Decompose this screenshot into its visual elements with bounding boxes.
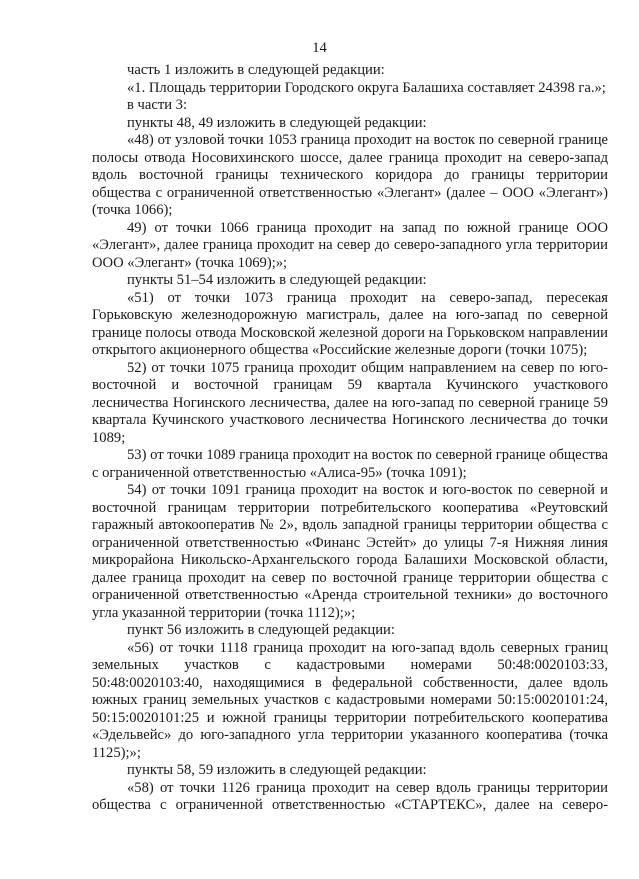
paragraph-item-53: 53) от точки 1089 граница проходит на восток по северной границе общества с ограниченной ответственностью «Алиса-95» (точка 1091); bbox=[92, 447, 608, 481]
paragraph-item-56-heading: пункт 56 изложить в следующей редакции: bbox=[127, 622, 395, 638]
paragraph-item-56: «56) от точки 1118 граница проходит на юго-запад вдоль северных границ земельных участков с кадастровыми номерами 50:48:0020103:33, 50:48:0020103:40, находящимися в федеральной собственности, далее вдоль южных границ земельных участков с кадастровыми номерами 50:15:0020101:24, 50:15:0020101:25 и южной границы территории потребительского кооператива «Эдельвейс» до юго-западного угла территории указанного кооператива (точка 1125);»; bbox=[92, 639, 608, 761]
paragraph-item-51: «51) от точки 1073 граница проходит на северо-запад, пересекая Горьковскую железнодорожную магистраль, далее на юго-запад по северной границе полосы отвода Московской железной дороги на Горьковском направлении открытого акционерного общества «Российские железные дороги (точки 1075); bbox=[92, 289, 608, 358]
paragraph-item-49: 49) от точки 1066 граница проходит на запад по южной границе ООО «Элегант», далее граница проходит на север до северо-западного угла территории ООО «Элегант» (точка 1069);»; bbox=[92, 219, 608, 271]
paragraph-item-48: «48) от узловой точки 1053 граница проходит на восток по северной границе полосы отвода Носовихинского шоссе, далее граница проходит на северо-запад вдоль восточной границы технического коридора до границы территории общества с ограниченной ответственностью «Элегант» (далее – ООО «Элегант») (точка 1066); bbox=[92, 132, 608, 218]
paragraph-item-52: 52) от точки 1075 граница проходит общим направлением на север по юго-восточной и восточной границам 59 квартала Кучинского участкового лесничества Ногинского лесничества, далее на юго-запад по северной границе 59 квартала Кучинского участкового лесничества Ногинского лесничества до точки 1089; bbox=[92, 359, 608, 446]
paragraph-item-58: «58) от точки 1126 граница проходит на север вдоль границы территории общества с ограниченной ответственностью «СТАРТЕКС», далее на северо- bbox=[92, 779, 608, 813]
paragraph-item-54: 54) от точки 1091 граница проходит на восток и юго-восток по северной и восточной границам территории потребительского кооператива «Реутовский гаражный автокооператив № 2», вдоль западной границы территории общества с ограниченной ответственностью «Финанс Эстейт» до улицы 7-я Нижняя линия микрорайона Никольско-Архангельского города Балашихи Московской области, далее граница проходит на север по восточной границе территории общества с ограниченной ответственностью «Аренда строительной техники» до восточного угла указанной территории (точка 1112);»; bbox=[92, 482, 608, 621]
paragraph-part3-heading: в части 3: bbox=[127, 97, 188, 113]
paragraph-items-48-49-heading: пункты 48, 49 изложить в следующей редакции: bbox=[127, 114, 427, 131]
paragraph-items-58-59-heading: пункты 58, 59 изложить в следующей редакции: bbox=[127, 762, 427, 778]
page-number: 14 bbox=[312, 40, 327, 56]
paragraph-part1-heading: часть 1 изложить в следующей редакции: bbox=[127, 62, 385, 78]
paragraph-area-statement: «1. Площадь территории Городского округа Балашиха составляет 24398 га.»; bbox=[127, 79, 606, 96]
document-body bbox=[92, 62, 608, 815]
paragraph-items-51-54-heading: пункты 51–54 изложить в следующей редакции: bbox=[127, 272, 427, 288]
